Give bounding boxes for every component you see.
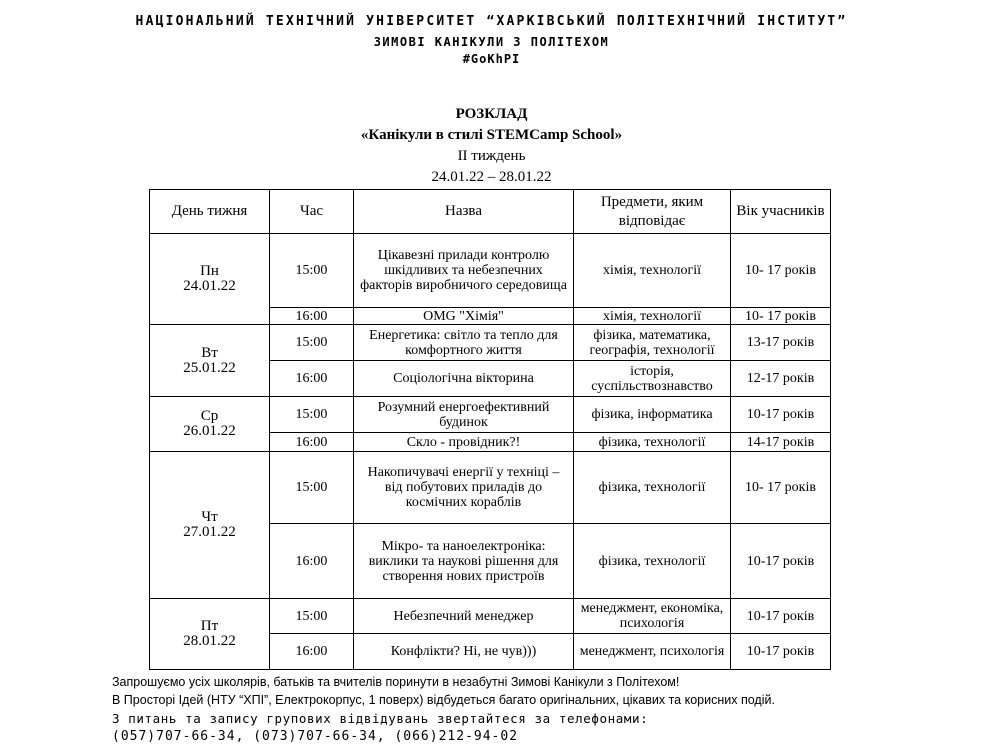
subjects-cell: хімія, технології	[574, 308, 731, 325]
header-subjects: Предмети, яким відповідає	[574, 190, 731, 234]
university-name: НАЦІОНАЛЬНИЙ ТЕХНІЧНИЙ УНІВЕРСИТЕТ “ХАРКІВСЬКИЙ ПОЛІТЕХНІЧНИЙ ІНСТИТУТ”	[135, 14, 848, 29]
age-cell: 10- 17 років	[731, 308, 831, 325]
table-row	[150, 234, 831, 308]
age-cell: 10-17 років	[731, 397, 831, 433]
age-cell: 12-17 років	[731, 361, 831, 397]
time-cell: 16:00	[270, 433, 354, 452]
event-name-cell: Енергетика: світло та тепло для комфортного життя	[354, 325, 574, 361]
event-name-cell: Скло - провідник?!	[354, 433, 574, 452]
age-cell: 10-17 років	[731, 599, 831, 634]
subjects-cell: фізика, технології	[574, 524, 731, 599]
day-date: 25.01.22	[183, 359, 236, 376]
time-cell: 16:00	[270, 524, 354, 599]
schedule-title: РОЗКЛАД	[455, 106, 528, 122]
venue-text: В Просторі Ідей (НТУ “ХПІ”, Електрокорпус, 1 поверх) відбудеться багато оригінальних, цікавих та корисних подій.	[112, 693, 775, 707]
day-cell	[150, 325, 270, 397]
event-name-cell: Цікавезні прилади контролю шкідливих та небезпечних факторів виробничого середовища	[354, 234, 574, 308]
day-cell	[150, 452, 270, 599]
day-name: Вт	[201, 344, 218, 361]
subjects-cell: менеджмент, економіка, психологія	[574, 599, 731, 634]
day-cell	[150, 234, 270, 325]
time-cell: 15:00	[270, 234, 354, 308]
age-cell: 10- 17 років	[731, 234, 831, 308]
schedule-subtitle: «Канікули в стилі STEMCamp School»	[360, 127, 623, 143]
age-cell: 10-17 років	[731, 524, 831, 599]
day-date: 27.01.22	[183, 524, 236, 540]
day-cell	[150, 397, 270, 452]
header-time: Час	[270, 190, 354, 234]
day-date: 28.01.22	[183, 633, 236, 649]
subjects-cell: хімія, технології	[574, 234, 731, 308]
subjects-cell: фізика, технології	[574, 433, 731, 452]
event-name-cell: Конфлікти? Ні, не чув)))	[354, 634, 574, 670]
header-age: Вік учасників	[731, 190, 831, 234]
day-date: 26.01.22	[183, 423, 236, 439]
day-name: Ср	[200, 408, 219, 424]
age-cell: 14-17 років	[731, 433, 831, 452]
time-cell: 15:00	[270, 599, 354, 634]
day-name: Чт	[201, 509, 218, 525]
table-row	[150, 397, 831, 433]
schedule-dates: 24.01.22 – 28.01.22	[431, 169, 552, 185]
phone-numbers: (057)707-66-34, (073)707-66-34, (066)212-94-02	[112, 729, 519, 744]
day-cell	[150, 599, 270, 670]
time-cell: 15:00	[270, 452, 354, 524]
time-cell: 16:00	[270, 308, 354, 325]
schedule-week: ІІ тиждень	[457, 148, 526, 164]
day-name: Пн	[200, 263, 219, 279]
header-day: День тижня	[150, 190, 270, 234]
table-row	[150, 325, 831, 361]
contact-prompt: З питань та запису групових відвідувань звертайтеся за телефонами:	[112, 711, 649, 726]
age-cell: 10- 17 років	[731, 452, 831, 524]
event-name-cell: Накопичувачі енергії у техніці – від побутових приладів до космічних кораблів	[354, 452, 574, 524]
time-cell: 16:00	[270, 361, 354, 397]
table-row	[150, 599, 831, 634]
event-name-cell: Небезпечний менеджер	[354, 599, 574, 634]
subjects-cell: фізика, математика, географія, технології	[574, 325, 731, 361]
day-date: 24.01.22	[183, 278, 236, 294]
invitation-text: Запрошуємо усіх школярів, батьків та вчителів поринути в незабутні Зимові Канікули з Політехом!	[112, 675, 680, 689]
event-name-cell: Розумний енергоефективний будинок	[354, 397, 574, 433]
hashtag: #GoKhPI	[462, 52, 521, 66]
day-name: Пт	[200, 618, 219, 634]
subjects-cell: історія, суспільствознавство	[574, 361, 731, 397]
event-name-cell: Мікро- та наноелектроніка: виклики та наукові рішення для створення нових пристроїв	[354, 524, 574, 599]
time-cell: 16:00	[270, 634, 354, 670]
time-cell: 15:00	[270, 397, 354, 433]
event-name-cell: OMG "Хімія"	[354, 308, 574, 325]
time-cell: 15:00	[270, 325, 354, 361]
age-cell: 10-17 років	[731, 634, 831, 670]
event-name-cell: Соціологічна вікторина	[354, 361, 574, 397]
table-row	[150, 452, 831, 524]
table-header-row	[150, 190, 831, 234]
age-cell: 13-17 років	[731, 325, 831, 361]
header-name: Назва	[354, 190, 574, 234]
subjects-cell: фізика, інформатика	[574, 397, 731, 433]
schedule-table	[149, 189, 831, 670]
event-name: ЗИМОВІ КАНІКУЛИ З ПОЛІТЕХОМ	[373, 35, 610, 49]
subjects-cell: фізика, технології	[574, 452, 731, 524]
subjects-cell: менеджмент, психологія	[574, 634, 731, 670]
